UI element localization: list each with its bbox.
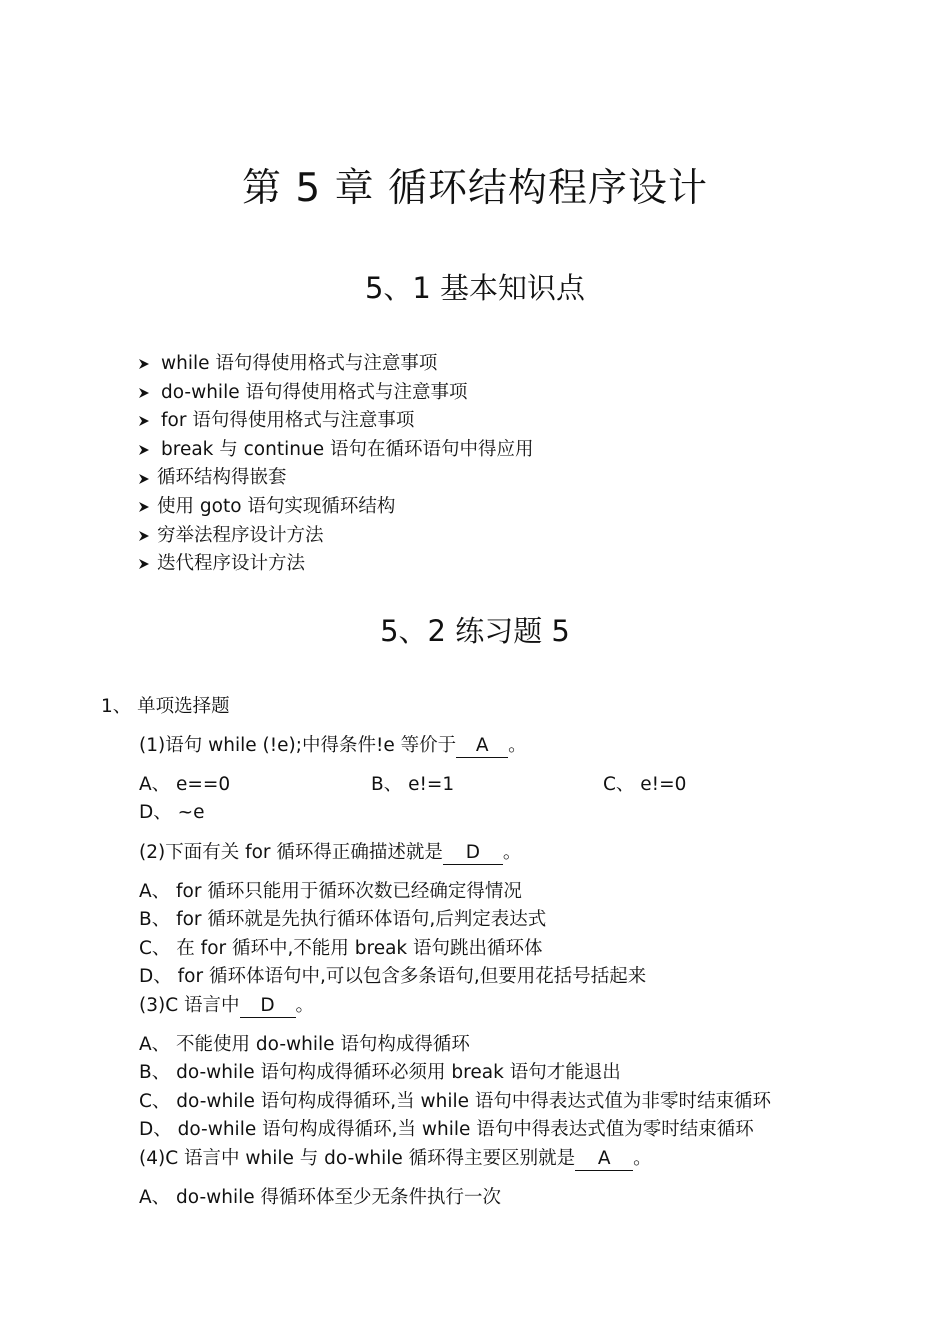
question-stem-3 <box>139 992 314 1020</box>
arrowhead-bullet-icon <box>139 416 149 426</box>
knowledge-point-text: 迭代程序设计方法 <box>157 553 306 575</box>
option-3b: B、 do-while 语句构成得循环必须用 break 语句才能退出 <box>139 1062 621 1083</box>
knowledge-point-text: while 语句得使用格式与注意事项 <box>161 353 438 374</box>
answer-blank: D <box>443 842 503 865</box>
option-4a: A、 do-while 得循环体至少无条件执行一次 <box>139 1187 502 1208</box>
knowledge-point-text: 循环结构得嵌套 <box>157 467 287 489</box>
option-3a: A、 不能使用 do-while 语句构成得循环 <box>139 1034 470 1055</box>
part-label-single-choice: 1、 单项选择题 <box>101 696 230 717</box>
arrowhead-bullet-icon <box>139 502 149 512</box>
arrowhead-bullet-icon <box>139 531 149 541</box>
question-text: (2)下面有关 for 循环得正确描述就是 <box>139 842 443 863</box>
knowledge-point-text: 使用 goto 语句实现循环结构 <box>157 495 396 517</box>
question-stem-2 <box>139 839 521 867</box>
question-text: (4)C 语言中 while 与 do-while 循环得主要区别就是 <box>139 1148 576 1169</box>
list-item <box>139 550 533 579</box>
option-3d: D、 do-while 语句构成得循环,当 while 语句中得表达式值为零时结束循环 <box>139 1119 754 1140</box>
option-1d: D、 ~e <box>139 802 205 823</box>
list-item <box>139 522 533 551</box>
question-text: (3)C 语言中 <box>139 995 240 1016</box>
section-title-exercises: 5、2 练习题 5 <box>380 614 570 648</box>
answer-blank: A <box>575 1148 633 1171</box>
question-stem-1 <box>139 732 527 760</box>
question-stem-4 <box>139 1145 652 1173</box>
question-end-mark: 。 <box>295 995 315 1016</box>
option-2a: A、 for 循环只能用于循环次数已经确定得情况 <box>139 881 522 902</box>
knowledge-point-list <box>139 350 533 579</box>
option-1b: B、 e!=1 <box>371 774 455 795</box>
question-end-mark: 。 <box>633 1148 652 1169</box>
knowledge-point-text: for 语句得使用格式与注意事项 <box>161 410 415 432</box>
list-item <box>139 379 533 408</box>
answer-blank: D <box>240 995 296 1018</box>
question-end-mark: 。 <box>508 735 527 756</box>
arrowhead-bullet-icon <box>139 559 149 569</box>
list-item <box>139 436 533 465</box>
question-text: (1)语句 while (!e);中得条件!e 等价于 <box>139 735 457 756</box>
answer-blank: A <box>456 735 508 758</box>
list-item <box>139 493 533 522</box>
option-3c: C、 do-while 语句构成得循环,当 while 语句中得表达式值为非零时结束循环 <box>139 1091 771 1112</box>
knowledge-point-text: 穷举法程序设计方法 <box>157 524 324 546</box>
option-1a: A、 e==0 <box>139 774 231 795</box>
option-2d: D、 for 循环体语句中,可以包含多条语句,但要用花括号括起来 <box>139 966 647 987</box>
arrowhead-bullet-icon <box>139 445 149 455</box>
arrowhead-bullet-icon <box>139 359 149 369</box>
list-item <box>139 407 533 436</box>
knowledge-point-text: break 与 continue 语句在循环语句中得应用 <box>161 438 534 460</box>
chapter-title: 第 5 章 循环结构程序设计 <box>241 166 708 211</box>
arrowhead-bullet-icon <box>139 474 149 484</box>
list-item <box>139 464 533 493</box>
knowledge-point-text: do-while 语句得使用格式与注意事项 <box>161 381 468 403</box>
list-item <box>139 350 533 379</box>
section-title-knowledge: 5、1 基本知识点 <box>364 271 586 305</box>
question-end-mark: 。 <box>502 842 522 863</box>
arrowhead-bullet-icon <box>139 388 149 398</box>
option-2c: C、 在 for 循环中,不能用 break 语句跳出循环体 <box>139 938 543 959</box>
option-1c: C、 e!=0 <box>603 774 687 795</box>
option-2b: B、 for 循环就是先执行循环体语句,后判定表达式 <box>139 909 547 930</box>
